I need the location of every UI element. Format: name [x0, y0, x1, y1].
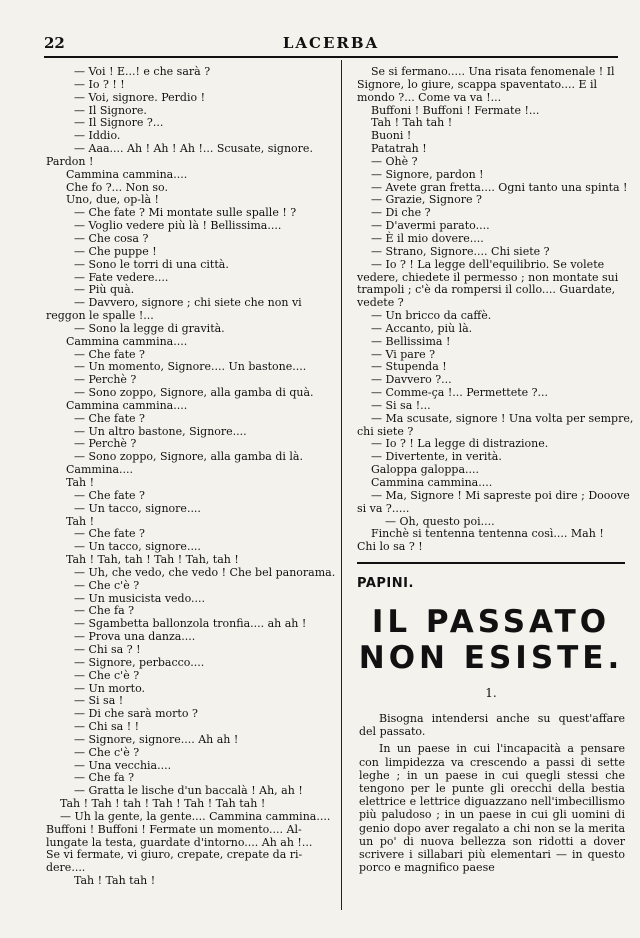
text-line: — Grazie, Signore ? [371, 193, 482, 207]
right-column [357, 65, 634, 554]
text-line: Tah ! Tah ! tah ! Tah ! Tah ! Tah tah ! [60, 797, 266, 811]
text-line: Patatrah ! [371, 142, 427, 156]
text-line: — Io ? ! La legge di distrazione. [371, 437, 549, 451]
text-line: dere.... [46, 861, 86, 875]
text-line: — Sono zoppo, Signore, alla gamba di là. [74, 450, 303, 464]
article-paragraph: In un paese in cui l'incapacità a pensare con limpidezza va crescendo a passi di sette leghe ; in un paese in cui quegli stessi che tengono per le punte gli orecchi della bestia elettrice e lettrice diguazzano nell'imbecillismo più paludoso ; in un paese in cui gli uomini di genio dopo aver regalato a chi non se la merita un po' di nuova bellezza son ridotti a dover scrivere i sillabari più elementari — in questo porco e magnifico paese [359, 742, 625, 875]
text-line: — Voglio vedere più là ! Bellissima.... [74, 219, 282, 233]
text-line: — Strano, Signore.... Chi siete ? [371, 244, 550, 258]
text-line: Cammina.... [66, 463, 133, 477]
article-author: PAPINI. [357, 576, 414, 591]
text-line: Se si fermano..... Una risata fenomenale ! Il [371, 65, 615, 78]
text-line: — Uh, che vedo, che vedo ! Che bel panorama. [74, 565, 336, 579]
text-line: — D'avermi parato.... [371, 219, 490, 233]
text-line: — Ma, Signore ! Mi sapreste poi dire ; Dooove [371, 488, 630, 502]
text-line: — Fate vedere.... [74, 270, 169, 284]
text-line: mondo ?... Come va va !... [357, 90, 502, 104]
text-line: Galoppa galoppa.... [371, 463, 479, 477]
page-number: 22 [44, 34, 65, 52]
text-line: Tah ! Tah, tah ! Tah ! Tah, tah ! [66, 553, 239, 567]
text-line: — Di che sarà morto ? [74, 707, 198, 721]
text-line: — Un tacco, signore.... [74, 540, 201, 554]
text-line: — Che fa ? [74, 771, 135, 785]
text-line: — Che puppe ! [74, 244, 157, 258]
text-line: trampoli ; c'è da rompersi il collo.... Guardate, [357, 283, 616, 297]
text-line: vedete ? [357, 296, 404, 310]
text-line: — Che fate ? [74, 527, 145, 541]
text-line: — Che fa ? [74, 604, 135, 618]
text-line: — Voi, signore. Perdio ! [74, 90, 206, 104]
text-line: — Davvero, signore ; chi siete che non vi [74, 296, 302, 310]
text-line: Cammina cammina.... [66, 167, 188, 181]
text-line: — Un altro bastone, Signore.... [74, 424, 247, 438]
text-line: — Sono la legge di gravità. [74, 321, 225, 335]
text-line: lungate la testa, guardate d'intorno.... Ah ah !... [46, 835, 313, 849]
text-line: — Chi sa ? ! [74, 642, 141, 656]
text-line: vedere, chiedete il permesso ; non montate sui [357, 270, 619, 284]
text-line: — Ohè ? [371, 154, 418, 168]
section-rule [357, 562, 625, 564]
text-line: — Che fate ? [74, 347, 145, 361]
left-column [46, 66, 336, 888]
journal-title: LACERBA [282, 34, 380, 52]
article-title-line-2: NON ESISTE. [358, 640, 624, 676]
text-line: — Si sa !... [371, 398, 431, 412]
text-line: — Voi ! E...! e che sarà ? [74, 65, 211, 78]
article-title-line-1: IL PASSATO [371, 604, 611, 640]
text-line: — Davvero ?... [371, 373, 452, 387]
text-line: — Un musicista vedo.... [74, 591, 206, 605]
text-line: — Che c'è ? [74, 668, 140, 682]
text-line: — Chi sa ! ! [74, 720, 140, 734]
text-line: — Che fate ? [74, 488, 145, 502]
text-line: Cammina cammina.... [66, 334, 188, 348]
text-line: Se vi fermate, vi giuro, crepate, crepate da ri- [46, 848, 303, 862]
text-line: Buoni ! [371, 129, 412, 143]
text-line: — Prova una danza.... [74, 630, 196, 644]
text-line: Chi lo sa ? ! [357, 540, 423, 554]
text-line: — Signore, perbacco.... [74, 655, 205, 669]
section-number: 1. [485, 686, 497, 700]
text-line: — Stupenda ! [371, 360, 447, 374]
text-line: — Accanto, più là. [371, 321, 473, 335]
text-line: — Perchè ? [74, 437, 137, 451]
text-line: — Divertente, in verità. [371, 450, 502, 464]
text-line: — Comme-ça !... Permettete ?... [371, 386, 549, 400]
text-line: — Un bricco da caffè. [371, 309, 492, 323]
text-line: — Iddio. [74, 129, 121, 143]
text-line: — Un momento, Signore.... Un bastone.... [74, 360, 307, 374]
text-line: Tah ! Tah tah ! [74, 874, 156, 888]
text-line: — Di che ? [371, 206, 431, 220]
text-line: Uno, due, op-là ! [66, 193, 159, 207]
text-line: Signore, lo giure, scappa spaventato.... E il [357, 77, 598, 91]
text-line: — Uh la gente, la gente.... Cammina cammina.... [60, 809, 331, 823]
text-line: Buffoni ! Buffoni ! Fermate un momento.... Al- [46, 822, 302, 836]
text-line: Buffoni ! Buffoni ! Fermate !... [371, 103, 540, 117]
text-line: — Si sa ! [74, 694, 124, 708]
text-line: reggon le spalle !... [46, 309, 154, 323]
text-line: — Sono zoppo, Signore, alla gamba di quà. [74, 386, 314, 400]
text-line: — È il mio dovere.... [371, 231, 484, 245]
text-line: — Aaa.... Ah ! Ah ! Ah !... Scusate, signore. [74, 142, 313, 156]
page-header [44, 34, 618, 54]
text-line: — Perchè ? [74, 373, 137, 387]
text-line: Cammina cammina.... [371, 476, 493, 489]
text-line: — Una vecchia.... [74, 758, 172, 772]
text-line: Finchè si tentenna tentenna così.... Mah ! [371, 527, 604, 541]
text-line: — Signore, signore.... Ah ah ! [74, 732, 239, 746]
text-line: Tah ! [66, 514, 95, 528]
text-line: — Vi pare ? [371, 347, 436, 361]
text-line: — Un tacco, signore.... [74, 501, 201, 515]
text-line: — Io ? ! ! [74, 77, 125, 91]
text-line: — Sgambetta ballonzola tronfia.... ah ah ! [74, 617, 307, 631]
text-line: — Avete gran fretta.... Ogni tanto una spinta ! [371, 180, 628, 194]
text-line: — Più quà. [74, 283, 135, 297]
text-line: — Io ? ! La legge dell'equilibrio. Se volete [371, 257, 605, 271]
text-line: — Il Signore. [74, 103, 147, 117]
text-line: — Che cosa ? [74, 231, 149, 245]
text-line: — Ma scusate, signore ! Una volta per sempre, [371, 411, 634, 425]
text-line: chi siete ? [357, 424, 414, 438]
text-line: — Che c'è ? [74, 745, 140, 759]
text-line: — Un morto. [74, 681, 146, 695]
text-line: si va ?..... [357, 501, 410, 515]
article-body [359, 712, 625, 878]
text-line: — Che c'è ? [74, 578, 140, 592]
text-line: — Oh, questo poi.... [385, 514, 495, 528]
text-line: — Che fate ? Mi montate sulle spalle ! ? [74, 206, 297, 220]
article-paragraph: Bisogna intendersi anche su quest'affare del passato. [359, 712, 625, 739]
text-line: — Sono le torri di una città. [74, 257, 229, 271]
text-line: — Gratta le lische d'un baccalà ! Ah, ah ! [74, 784, 303, 798]
text-line: Che fo ?... Non so. [66, 180, 168, 194]
text-line: Tah ! Tah tah ! [371, 116, 453, 130]
text-line: — Signore, pardon ! [371, 167, 484, 181]
column-separator [341, 60, 342, 910]
text-line: Pardon ! [46, 154, 94, 168]
text-line: — Che fate ? [74, 411, 145, 425]
text-line: Cammina cammina.... [66, 398, 188, 412]
text-line: Tah ! [66, 476, 95, 489]
text-line: — Il Signore ?... [74, 116, 164, 130]
text-line: — Bellissima ! [371, 334, 451, 348]
header-rule [44, 56, 618, 58]
